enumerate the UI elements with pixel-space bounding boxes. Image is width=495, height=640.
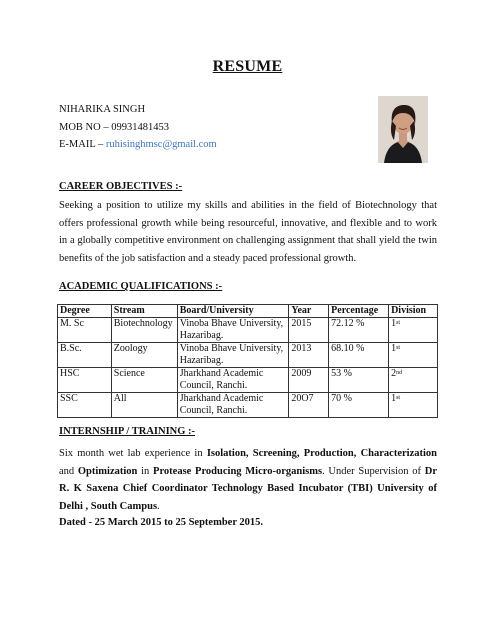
table-row xyxy=(58,318,438,343)
division-number: 1 xyxy=(391,318,397,329)
cell-percentage: 72.12 % xyxy=(329,318,389,343)
career-objectives-heading: CAREER OBJECTIVES :- xyxy=(59,181,183,192)
division-number: 2 xyxy=(391,368,397,379)
cell-year: 2015 xyxy=(289,318,329,343)
col-header-percentage: Percentage xyxy=(329,305,389,318)
academic-qualifications-heading: ACADEMIC QUALIFICATIONS :- xyxy=(59,281,223,292)
internship-text xyxy=(59,445,437,515)
division-number: 1 xyxy=(391,343,397,354)
profile-photo xyxy=(378,96,428,163)
internship-text-2: and xyxy=(59,465,78,477)
mobile-number-line xyxy=(59,121,169,134)
cell-division xyxy=(389,318,438,343)
email-link[interactable]: ruhisinghmsc@gmail.com xyxy=(105,139,217,150)
cell-degree: B.Sc. xyxy=(58,343,112,368)
cell-division xyxy=(389,393,438,418)
internship-bold-3: Protease Producing Micro-organisms xyxy=(153,465,323,477)
cell-year: 2013 xyxy=(289,343,329,368)
email-line xyxy=(59,138,217,151)
col-header-degree: Degree xyxy=(58,305,112,318)
cell-year: 2009 xyxy=(289,368,329,393)
cell-stream: All xyxy=(111,393,177,418)
internship-heading: INTERNSHIP / TRAINING :- xyxy=(59,426,196,437)
cell-percentage: 70 % xyxy=(329,393,389,418)
cell-degree: M. Sc xyxy=(58,318,112,343)
dated-line: Dated - 25 March 2015 to 25 September 2015. xyxy=(59,517,264,528)
resume-title: RESUME xyxy=(212,58,283,75)
internship-bold-1: Isolation, Screening, Production, Characterization xyxy=(206,448,437,459)
profile-photo-image xyxy=(378,96,428,163)
cell-percentage: 68.10 % xyxy=(329,343,389,368)
cell-degree: HSC xyxy=(58,368,112,393)
col-header-year: Year xyxy=(289,305,329,318)
mobile-number: 09931481453 xyxy=(111,122,169,133)
col-header-stream: Stream xyxy=(111,305,177,318)
table-header-row xyxy=(58,305,438,318)
division-suffix: st xyxy=(396,320,401,326)
cell-board: Vinoba Bhave University, Hazaribag. xyxy=(177,343,289,368)
cell-stream: Zoology xyxy=(111,343,177,368)
mobile-label: MOB NO – xyxy=(59,122,112,133)
division-number: 1 xyxy=(391,393,397,404)
cell-division xyxy=(389,343,438,368)
cell-degree: SSC xyxy=(58,393,112,418)
cell-percentage: 53 % xyxy=(329,368,389,393)
internship-bold-4: Dr R. K Saxena Chief Coordinator Technology Based Incubator (TBI) University of Delhi , South Campus xyxy=(59,465,438,512)
internship-text-3: in xyxy=(137,465,154,477)
col-header-board: Board/University xyxy=(177,305,289,318)
cell-division xyxy=(389,368,438,393)
table-row xyxy=(58,368,438,393)
division-suffix: st xyxy=(396,345,401,351)
internship-text-4: . Under Supervision of xyxy=(322,465,425,477)
table-row xyxy=(58,343,438,368)
academic-table xyxy=(57,304,438,418)
table-row xyxy=(58,393,438,418)
candidate-name: NIHARIKA SINGH xyxy=(59,104,146,115)
internship-text-5: . xyxy=(157,500,160,512)
internship-text-1: Six month wet lab experience in xyxy=(59,448,207,459)
cell-board: Vinoba Bhave University, Hazaribag. xyxy=(177,318,289,343)
cell-board: Jharkhand Academic Council, Ranchi. xyxy=(177,393,289,418)
col-header-division: Division xyxy=(389,305,438,318)
career-objectives-text: Seeking a position to utilize my skills and abilities in the field of Biotechnology that offers professional growth while being resourceful, innovative, and flexible and to work in a globally competitive environment on challenging assignment that shall yield the twin benefits of the job satisfaction and a steady paced professional growth. xyxy=(59,200,437,264)
cell-stream: Biotechnology xyxy=(111,318,177,343)
division-suffix: st xyxy=(396,395,401,401)
internship-bold-2: Optimization xyxy=(77,465,138,477)
cell-stream: Science xyxy=(111,368,177,393)
cell-year: 20O7 xyxy=(289,393,329,418)
division-suffix: nd xyxy=(396,370,403,376)
cell-board: Jharkhand Academic Council, Ranchi. xyxy=(177,368,289,393)
email-label: E-MAIL – xyxy=(59,139,106,150)
